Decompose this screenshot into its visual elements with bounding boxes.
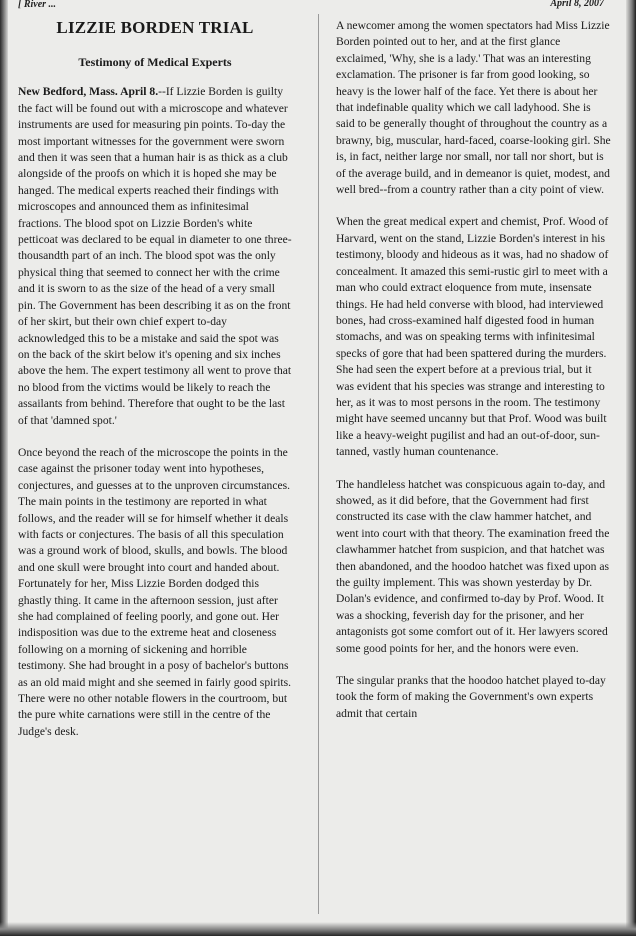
torn-edge-left [0,0,8,936]
article-paragraph-4: When the great medical expert and chemist, Prof. Wood of Harvard, went on the stand, Lizzie Borden's interest in his testimony, bloody and hideous as it was, had no shadow of concealment. It amazed this semi-rustic girl to meet with a man who could extract eloquence from mute, insensate things. He had held converse with blood, had interviewed bones, had cross-examined half digested food in human stomachs, and was on speaking terms with infinitesimal specks of gore that had been spattered during the murders. She had seen the expert before at a previous trial, but it was evident that his species was strange and interesting to her, as it was to most persons in the room. The testimony might have seemed uncanny but that Prof. Wood was built like a heavy-weight pugilist and had an out-of-door, sun-tanned, vastly human countenance. [336,215,609,459]
header-date: April 8, 2007 [550,0,604,9]
article-paragraph-5: The handleless hatchet was conspicuous again to-day, and showed, as it did before, that the Government had first constructed its case with the claw hammer hatchet, and went into court with that theory. The examination freed the clawhammer hatchet from suspicion, and that hatchet was then abandoned, and the hoodoo hatchet was fixed upon as the guilty implement. This was shown yesterday by Dr. Dolan's evidence, and confirmed to-day by Prof. Wood. It was a shocking, feverish day for the prisoner, and her antagonists got some comfort out of it. Her lawyers scored some good points for her, and the honors were even. [336,477,610,655]
torn-edge-right [626,0,636,936]
article-paragraph-2: Once beyond the reach of the microscope the points in the case against the prisoner today went into hypotheses, conjectures, and guesses at to the unproven circumstances. The main points in the testimony are reported in what follows, and the reader will se for himself whether it deals with facts or conjectures. The basis of all this speculation was a ground work of blood, skulls, and bowls. The blood and one skull were brought into court and handed about. Fortunately for her, Miss Lizzie Borden dodged this ghastly thing. It came in the afternoon session, just after she had complained of feeling poorly, and gone out. Her indisposition was due to the extreme heat and closeness following on a morning of sickening and horrible testimony. She had brought in a posy of bachelor's buttons as an old maid might and she seemed in fairly good spirits. There were no other notable flowers in the courtroom, but the pure white carnations were still in the centre of the Judge's desk. [18,445,292,738]
article-paragraph-3: A newcomer among the women spectators had Miss Lizzie Borden pointed out to her, and at the first glance exclaimed, 'Why, she is a lady.' That was an interesting exclamation. The prisoner is far from good looking, so heavy is the lower half of the face. Yet there is about her that indefinable quality which we call ladyhood. She is said to be generally thought of throughout the country as a brawny, big, muscular, hard-faced, coarse-looking girl. She is, in fact, neither large nor small, nor tall nor short, but is of the average build, and in demeanor is quiet, modest, and well bred--from a country rather than a city point of view. [336,19,611,197]
column-divider [318,14,319,914]
right-column [336,18,611,738]
article-paragraph-6: The singular pranks that the hoodoo hatchet played to-day took the form of making the Government's own experts admit that certain [336,674,606,720]
left-column [18,18,292,756]
article-paragraph-1 [18,84,292,429]
dateline: New Bedford, Mass. April 8. [18,85,159,99]
article-title: LIZZIE BORDEN TRIAL [56,18,254,37]
page-header [0,0,636,12]
article-subtitle: Testimony of Medical Experts [78,55,232,69]
header-publication: [ River ... [18,0,57,10]
torn-edge-bottom [0,922,636,936]
paragraph-1-text: --If Lizzie Borden is guilty the fact will be found out with a microscope and whatever instruments are used for measuring pin points. To-day the most important witnesses for the government were sworn and then it was seen that a human hair is as thick as a club alongside of the proofs on which it is hoped she may be hanged. The medical experts reached their findings with microscopes and announced them as infinitesimal fractions. The blood spot on Lizzie Borden's white petticoat was declared to be equal in diameter to one three-thousandth part of an inch. The blood spot was the only physical thing that seemed to connect her with the crime and it is sworn to as the size of the head of a very small pin. The Government has been describing it as on the front of her skirt, but their own chief expert to-day acknowledged this to be a mistake and said the spot was on the back of the skirt below it's opening and six inches above the hem. The expert testimony all went to prove that no blood from the victims would be likely to reach the assailants from behind. Therefore that ought to be the last of that 'damned spot.' [18,85,292,427]
